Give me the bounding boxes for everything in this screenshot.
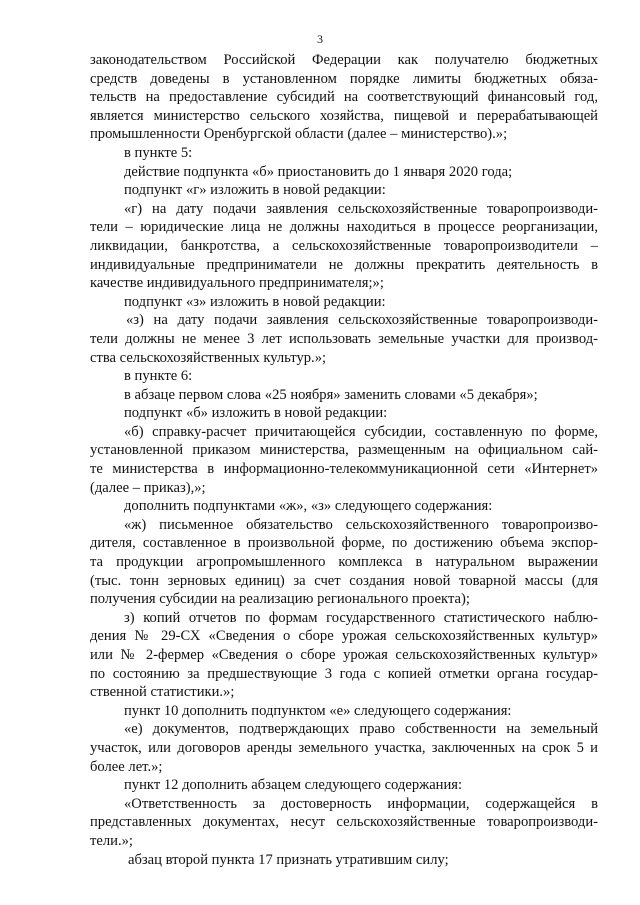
text-line: подпункт «б» изложить в новой редакции: xyxy=(124,405,388,422)
text-line: дополнить подпунктами «ж», «з» следующего содержания: xyxy=(124,498,493,515)
text-line: дения № 29-СХ «Сведения о сборе урожая сельскохозяйственных культур» xyxy=(90,628,598,645)
text-line: представленных документах, несут сельскохозяйственные товаропроизводи- xyxy=(90,814,598,831)
text-line: «б) справку-расчет причитающейся субсидии, составленную по форме, xyxy=(124,423,598,440)
text-line: действие подпункта «б» приостановить до 1 января 2020 года; xyxy=(124,163,513,180)
text-line: пункт 10 дополнить подпунктом «е» следующего содержания: xyxy=(124,702,512,719)
text-line: ства сельскохозяйственных культур.»; xyxy=(90,349,327,366)
text-line: ственной статистики.»; xyxy=(90,684,235,701)
text-line: в пункте 5: xyxy=(124,144,193,161)
text-line: более лет.»; xyxy=(90,758,163,775)
text-line: по состоянию за предшествующие 3 года с копией отметки органа государ- xyxy=(90,665,598,682)
text-line: в абзаце первом слова «25 ноября» заменить словами «5 декабря»; xyxy=(124,386,538,403)
text-line: «г) на дату подачи заявления сельскохозяйственные товаропроизводи- xyxy=(124,200,598,217)
text-line: или № 2-фермер «Сведения о сборе урожая сельскохозяйственных культур» xyxy=(90,647,598,663)
page-number: 3 xyxy=(317,32,323,46)
text-line: тели.»; xyxy=(90,832,133,849)
text-line: дителя, составленное в произвольной форме, по достижению объема экспор- xyxy=(90,535,598,552)
document-body xyxy=(90,51,598,869)
text-line: «з) на дату подачи заявления сельскохозяйственные товаропроизводи- xyxy=(126,312,598,329)
text-line: подпункт «г» изложить в новой редакции: xyxy=(124,182,386,199)
text-line: ликвидации, банкротства, а сельскохозяйственные товаропроизводители – xyxy=(90,237,598,254)
text-line: «е) документов, подтверждающих право собственности на земельный xyxy=(124,721,598,738)
text-line: тели должны не менее 3 лет использовать земельные участки для производ- xyxy=(90,330,598,347)
text-line: получения субсидии на реализацию регионального проекта); xyxy=(90,591,470,608)
text-line: индивидуальные предприниматели не должны прекратить деятельность в xyxy=(90,256,598,273)
text-line: з) копий отчетов по формам государственного статистического наблю- xyxy=(124,609,598,626)
text-line: средств доведены в установленном порядке лимиты бюджетных обяза- xyxy=(90,70,598,87)
text-line: качестве индивидуального предпринимателя;»; xyxy=(90,275,384,292)
text-line: участок, или договоров аренды земельного участка, заключенных на срок 5 и xyxy=(90,739,598,756)
text-line: в пункте 6: xyxy=(124,368,193,385)
text-line: тельств на предоставление субсидий на соответствующий финансовый год, xyxy=(90,89,598,106)
text-line: пункт 12 дополнить абзацем следующего содержания: xyxy=(124,777,463,794)
text-line: те министерства в информационно-телекоммуникационной сети «Интернет» xyxy=(90,461,598,478)
text-line: подпункт «з» изложить в новой редакции: xyxy=(124,293,386,310)
text-line: является министерство сельского хозяйства, пищевой и перерабатывающей xyxy=(90,107,598,124)
text-line: промышленности Оренбургской области (далее – министерство).»; xyxy=(90,126,508,143)
text-line: установленной приказом министерства, размещенным на официальном сай- xyxy=(90,442,598,459)
text-line: законодательством Российской Федерации как получателю бюджетных xyxy=(90,52,598,68)
text-line: тели – юридические лица не должны находиться в процессе реорганизации, xyxy=(90,219,598,236)
text-line: абзац второй пункта 17 признать утратившим силу; xyxy=(128,851,449,868)
text-line: та продукции агропромышленного комплекса в натуральном выражении xyxy=(90,554,598,571)
text-line: (тыс. тонн зерновых единиц) за счет создания новой товарной массы (для xyxy=(90,572,598,589)
text-line: «Ответственность за достоверность информации, содержащейся в xyxy=(124,795,598,812)
text-line: (далее – приказ),»; xyxy=(90,479,206,496)
text-line: «ж) письменное обязательство сельскохозяйственного товаропроизво- xyxy=(124,516,598,533)
